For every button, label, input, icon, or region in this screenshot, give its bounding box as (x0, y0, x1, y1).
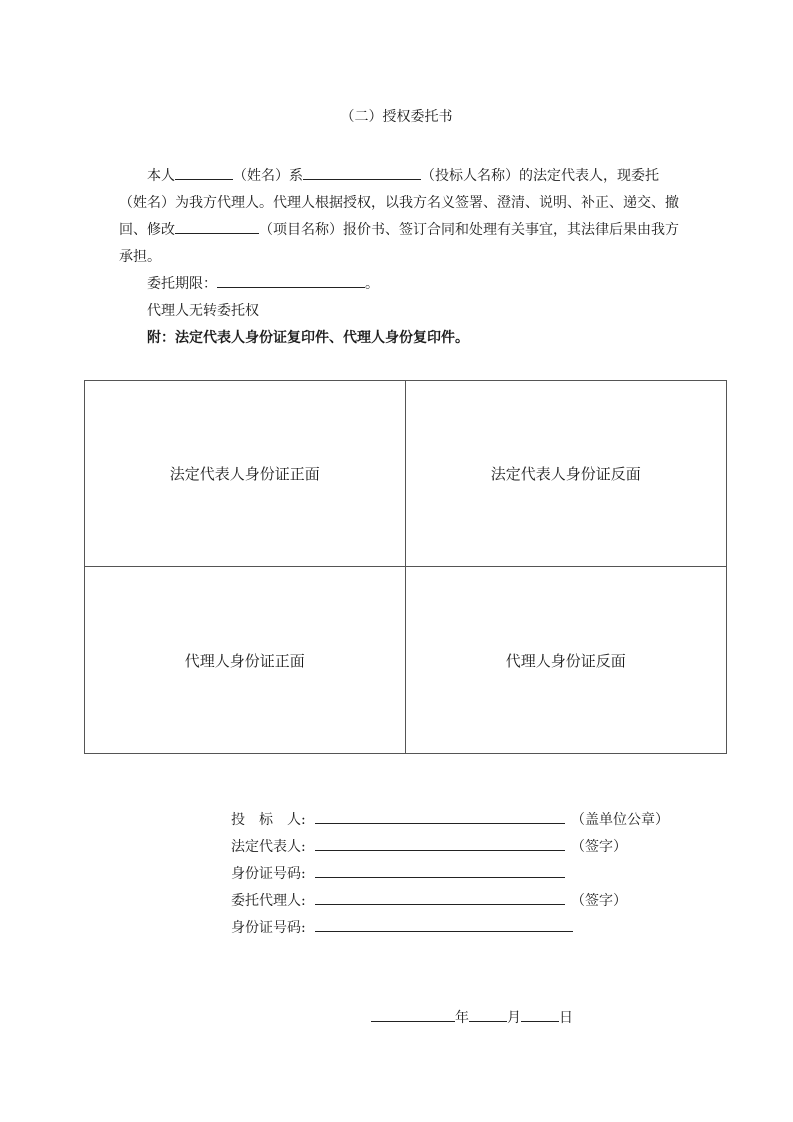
month-blank[interactable] (469, 1006, 507, 1022)
text-segment: （姓名）系 (233, 168, 303, 184)
bidder-row (231, 808, 669, 829)
legal-rep-field[interactable] (315, 835, 565, 851)
day-label: 日 (559, 1010, 573, 1026)
seal-note: （盖单位公章） (571, 812, 669, 828)
text-segment: （项目名称）报价书、签订合同和处理有关事宜，其法律后果由我方承担。 (119, 222, 679, 265)
authorization-body (119, 163, 679, 352)
term-blank[interactable] (217, 272, 365, 288)
legal-rep-label: 法定代表人: (231, 839, 306, 855)
authorization-paragraph (119, 163, 679, 271)
project-name-blank[interactable] (175, 218, 259, 234)
bidder-label: 投 标 人: (231, 812, 306, 828)
document-title: （二）授权委托书 (340, 109, 453, 125)
legal-rep-id-row (231, 862, 565, 883)
legal-rep-id-front-box: 法定代表人身份证正面 (85, 381, 406, 567)
year-blank[interactable] (371, 1006, 455, 1022)
name-blank[interactable] (175, 164, 233, 180)
no-transfer-line: 代理人无转委托权 (147, 303, 259, 319)
legal-rep-id-back-box: 法定代表人身份证反面 (406, 381, 727, 567)
date-line (371, 1006, 573, 1027)
legal-rep-row (231, 835, 627, 856)
term-line (119, 271, 679, 298)
text-segment: （投标人名称）的法定代表人，现委托 (421, 168, 659, 184)
text-segment: 。 (365, 276, 379, 292)
term-label: 委托期限： (147, 276, 217, 292)
sign-note: （签字） (571, 839, 627, 855)
id-number-label: 身份证号码: (231, 866, 306, 882)
agent-row (231, 889, 627, 910)
agent-id-field[interactable] (315, 916, 573, 932)
agent-id-row (231, 916, 573, 937)
attachment-line: 附：法定代表人身份证复印件、代理人身份复印件。 (147, 330, 469, 346)
agent-id-back-box: 代理人身份证反面 (505, 651, 626, 670)
id-number-label: 身份证号码: (231, 920, 306, 936)
agent-label: 委托代理人: (231, 893, 306, 909)
agent-field[interactable] (315, 889, 565, 905)
sign-note: （签字） (571, 893, 627, 909)
text-segment: 本人 (147, 168, 175, 184)
bidder-field[interactable] (315, 808, 565, 824)
agent-id-front-box: 代理人身份证正面 (85, 567, 406, 753)
month-label: 月 (507, 1010, 521, 1026)
day-blank[interactable] (521, 1006, 559, 1022)
text-segment: （姓名）为我方代理人。代理人根据授权，以我方名义签署、澄清、说明、补正、递交、撤回、修改 (119, 195, 679, 238)
bidder-name-blank[interactable] (303, 164, 421, 180)
year-label: 年 (455, 1010, 469, 1026)
id-copy-grid (84, 380, 727, 754)
legal-rep-id-field[interactable] (315, 862, 565, 878)
